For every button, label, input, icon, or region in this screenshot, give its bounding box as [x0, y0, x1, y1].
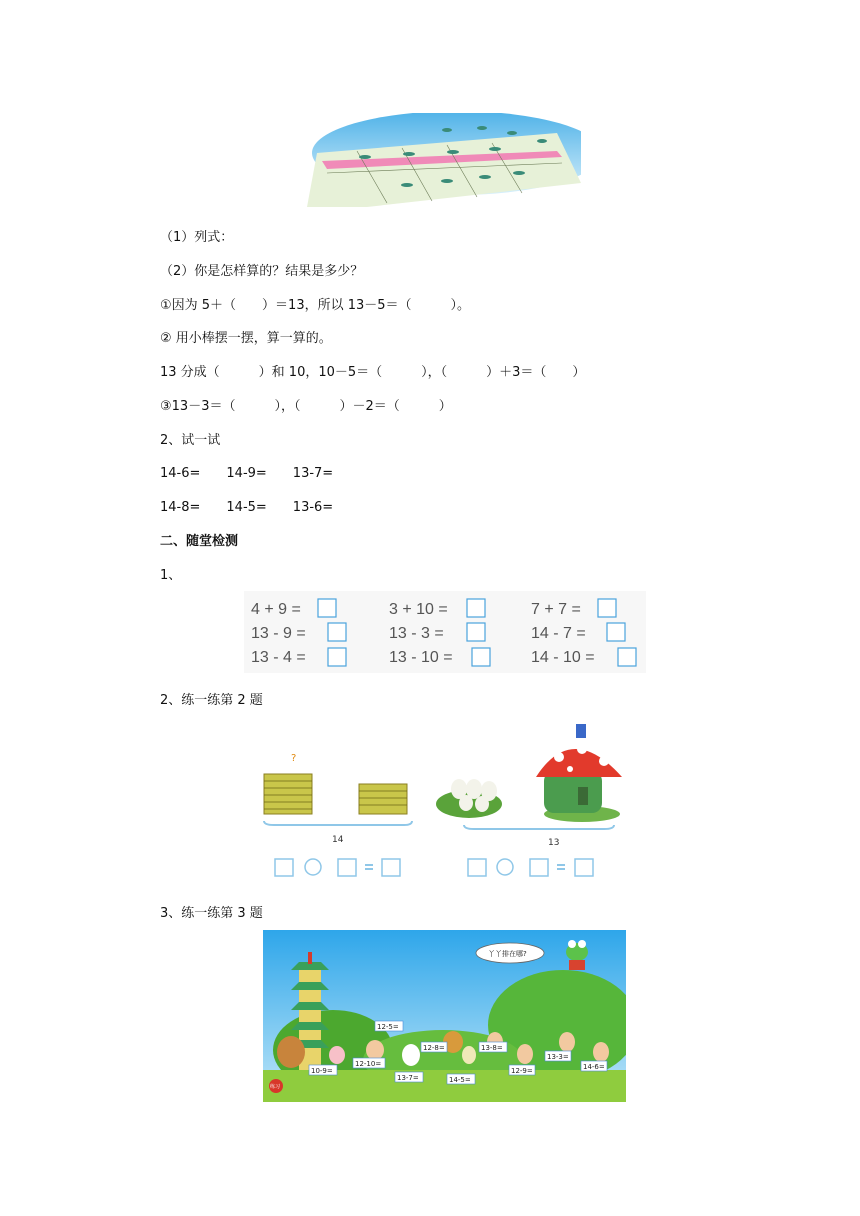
- airplane-field-illustration: [307, 113, 581, 207]
- speech-text: 丫丫排在哪?: [488, 950, 527, 958]
- eq-c1-r3: 13 - 4 =: [251, 649, 306, 666]
- answer-box: [472, 648, 490, 666]
- line-6: ③13－3＝（ ），（ ）－2＝（ ）: [160, 399, 452, 414]
- question-2-label: 2、练一练第 2 题: [160, 693, 263, 708]
- speech-bubble: [476, 943, 544, 963]
- right-total: 13: [548, 838, 560, 848]
- answer-box: [467, 599, 485, 617]
- line-3: ①因为 5＋（ ）＝13，所以 13－5＝（ ）。: [160, 298, 471, 313]
- question-mark: ?: [291, 753, 297, 764]
- frog: [566, 940, 588, 970]
- eq-c1-r1: 4 + 9 =: [251, 601, 301, 618]
- line-1: （1）列式：: [160, 230, 234, 245]
- tag-14-6: 14-6=: [583, 1063, 605, 1071]
- line-5: 13 分成（ ）和 10，10－5＝（ ），（ ）＋3＝（ ）: [160, 365, 586, 380]
- eq-c2-r2: 13 - 3 =: [389, 625, 444, 642]
- eq-c3-r2: 14 - 7 =: [531, 625, 586, 642]
- eq-c2-r1: 3 + 10 =: [389, 601, 448, 618]
- eq-c3-r1: 7 + 7 =: [531, 601, 581, 618]
- question-3-label: 3、练一练第 3 题: [160, 906, 263, 921]
- answer-box: [328, 648, 346, 666]
- tag-13-3: 13-3=: [547, 1053, 569, 1061]
- answer-box: [328, 623, 346, 641]
- question-1-label: 1、: [160, 568, 182, 583]
- tag-14-5: 14-5=: [449, 1076, 471, 1084]
- eq-c1-r2: 13 - 9 =: [251, 625, 306, 642]
- answer-box: [618, 648, 636, 666]
- answer-box: [467, 623, 485, 641]
- answer-box: [607, 623, 625, 641]
- line-8: 14-6= 14-9= 13-7=: [160, 466, 334, 481]
- section-heading: 二、随堂检测: [160, 534, 239, 549]
- eq-c2-r3: 13 - 10 =: [389, 649, 453, 666]
- line-7: 2、试一试: [160, 433, 221, 448]
- exercise-2-illustration: [254, 719, 633, 882]
- left-total: 14: [332, 835, 344, 845]
- exercise-badge: 练习: [270, 1084, 281, 1090]
- answer-box: [318, 599, 336, 617]
- tag-10-9: 10-9=: [311, 1067, 333, 1075]
- tag-12-5: 12-5=: [377, 1023, 399, 1031]
- tag-12-10: 12-10=: [355, 1060, 382, 1068]
- tag-12-9: 12-9=: [511, 1067, 533, 1075]
- exercise-3-illustration: [263, 930, 626, 1102]
- answer-box: [598, 599, 616, 617]
- line-2: （2）你是怎样算的？结果是多少？: [160, 264, 364, 279]
- line-9: 14-8= 14-5= 13-6=: [160, 500, 334, 515]
- line-4: ② 用小棒摆一摆，算一算的。: [160, 331, 332, 346]
- book-stack-right: [359, 784, 407, 814]
- eq-c3-r3: 14 - 10 =: [531, 649, 595, 666]
- tag-13-7: 13-7=: [397, 1074, 419, 1082]
- tag-13-8: 13-8=: [481, 1044, 503, 1052]
- tag-12-8: 12-8=: [423, 1044, 445, 1052]
- equation-grid: [244, 591, 646, 673]
